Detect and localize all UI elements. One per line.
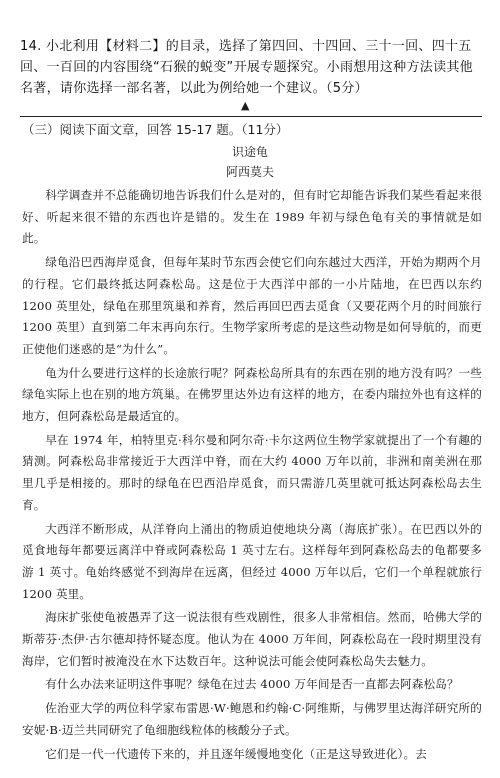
paragraph: 海床扩张使龟被愚弄了这一说法很有些戏剧性，很多人非常相信。然而，哈佛大学的斯蒂芬·杰伊·古尔德却持怀疑态度。他认为在 4000 万年间，阿森松岛在一段时期里没有海岸，它们暂时被淹没在水下达数百年。这种说法可能会使阿森松岛失去魅力。	[22, 610, 482, 668]
question-14: 14. 小北利用【材料二】的目录，选择了第四回、十四回、三十一回、四十五回、一百回的内容围绕“石猴的蜕变”开展专题探究。小雨想用这种方法读其他名著，请你选择一部名著，以此为例给她一个建议。（5分）	[20, 39, 473, 96]
paragraph: 它们是一代一代遗传下来的，并且逐年缓慢地变化（正是这导致进化）。去	[45, 746, 427, 761]
paragraph: 大西洋不断形成，从洋脊向上涌出的物质迫使地块分离（海底扩张）。在巴西以外的觅食地每年都要远离洋中脊或阿森松岛 1 英寸左右。这样每年到阿森松岛去的龟都要多游 1 英寸。龟始终感觉不到海岸在远离，但经过 4000 万年以后，它们一个单程就旅行 1200 英里。	[22, 521, 482, 601]
paragraph: 科学调查并不总能确切地告诉我们什么是对的，但有时它却能告诉我们某些看起来很好、听起来很不错的东西也许是错的。发生在 1989 年初与绿色龟有关的事情就是如此。	[22, 188, 482, 246]
paragraph: 绿龟沿巴西海岸觅食，但每年某时节东西会使它们向东越过大西洋，开始为期两个月的行程。它们最终抵达阿森松岛。这是位于大西洋中部的一小片陆地，在巴西以东约 1200 英里处，绿龟在那里筑巢和养育，然后再回巴西去觅食（又要花两个月的时间旅行 1200 英里）直到第二年末再向东行。生物学家所考虑的是这些动物是如何导航的，而更正使他们迷惑的是“为什么”。	[22, 255, 482, 356]
paragraph: 早在 1974 年，柏特里克·科尔曼和阿尔奇·卡尔这两位生物学家就提出了一个有趣的猜测。阿森松岛非常接近于大西洋中脊，而在大约 4000 万年以前，非洲和南美洲在那里几乎是相接的。那时的绿龟在巴西沿岸觅食，而只需游几英里就可抵达阿森松岛去生育。	[22, 432, 482, 512]
paragraph: 佐治亚大学的两位科学家布雷恩·W·鲍恩和约翰·C·阿维斯，与佛罗里达海洋研究所的安妮·B·迈兰共同研究了龟细胞线粒体的核酸分子式。	[22, 701, 482, 737]
article-author: 阿西莫夫	[225, 165, 274, 179]
article-title: 识途龟	[231, 145, 268, 159]
paragraph: 有什么办法来证明这件事呢？绿龟在过去 4000 万年间是否一直都去阿森松岛？	[45, 677, 459, 692]
divider-line	[20, 116, 482, 117]
triangle-marker: ▲	[241, 99, 250, 112]
section-heading: （三）阅读下面文章，回答 15-17 题。（11分）	[22, 122, 289, 137]
article-body	[22, 185, 482, 767]
paragraph: 龟为什么要进行这样的长途旅行呢？阿森松岛所具有的东西在别的地方没有吗？一些绿龟实际上也在别的地方筑巢。在佛罗里达外边有这样的地方，在委内瑞拉外也有这样的地方，但阿森松岛是最适宜的。	[22, 365, 482, 424]
